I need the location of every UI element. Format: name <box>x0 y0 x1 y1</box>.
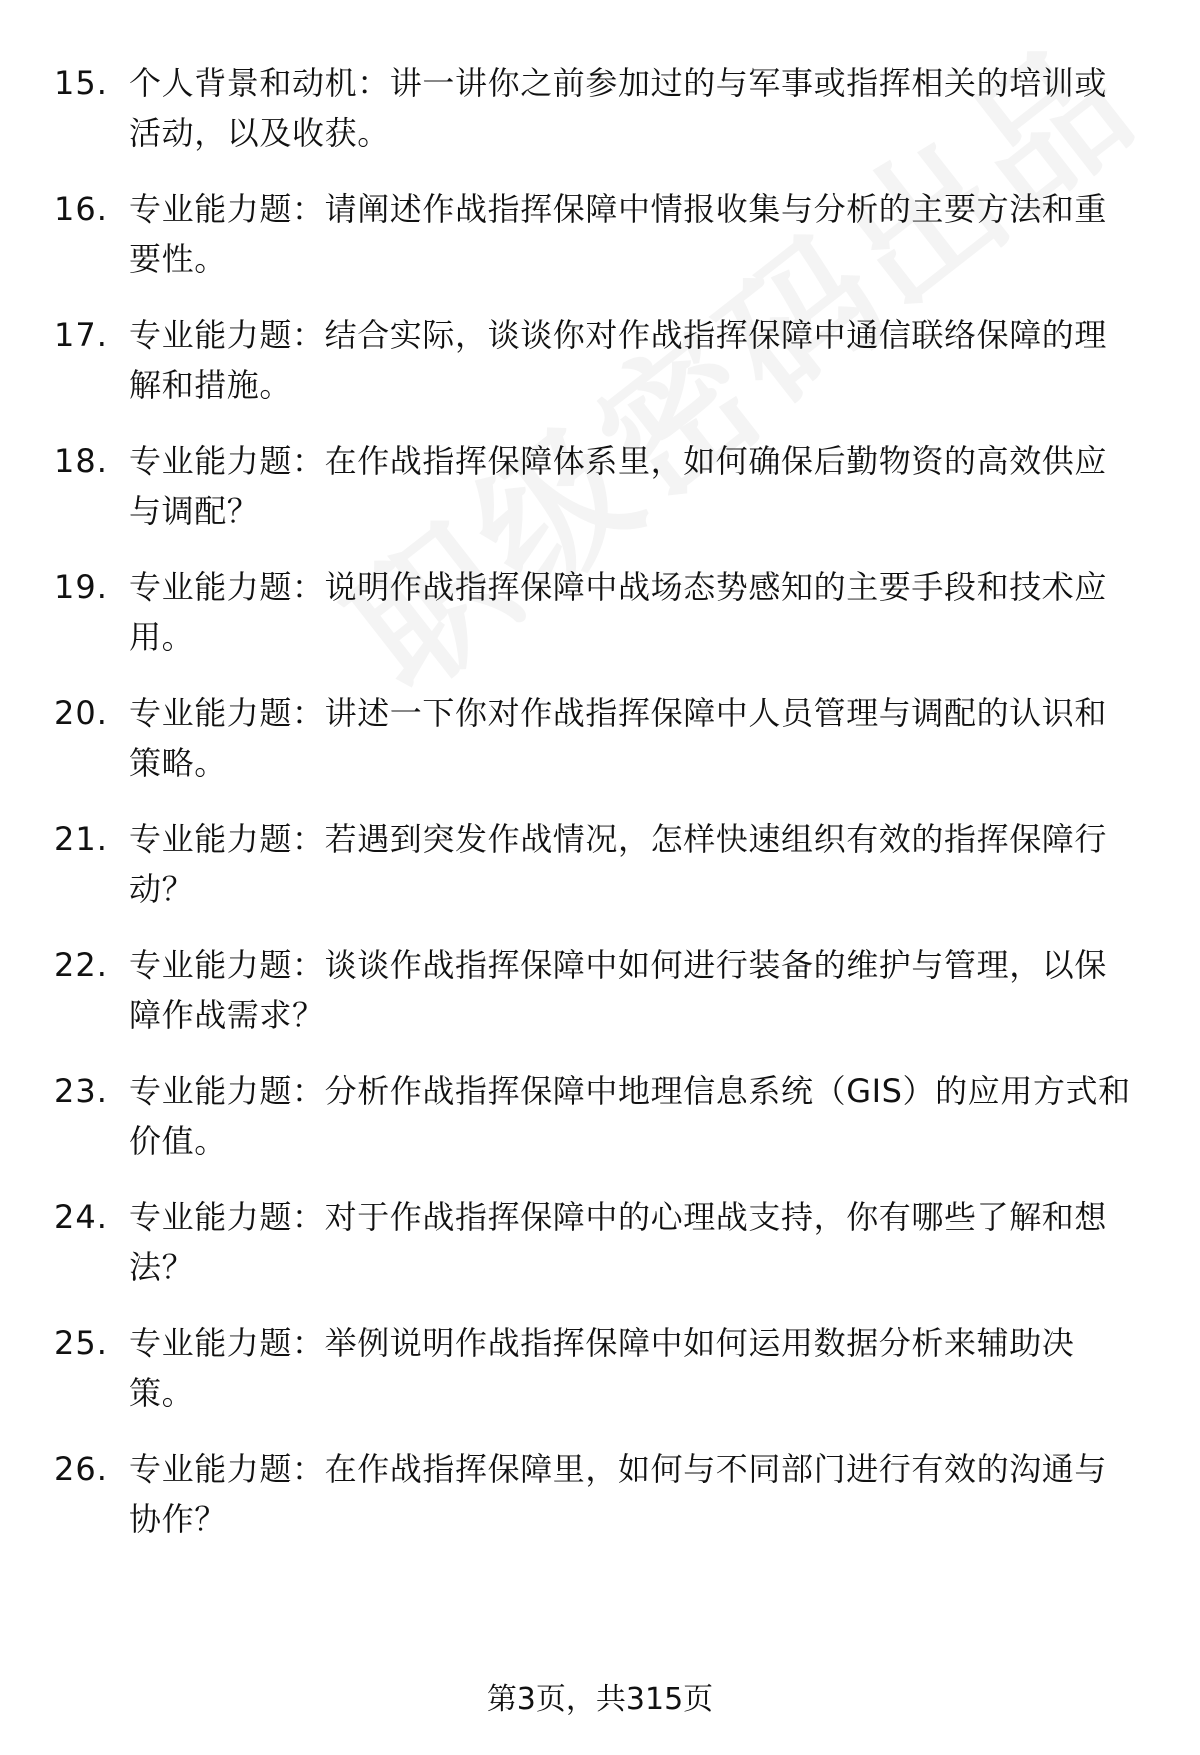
question-text: 专业能力题：说明作战指挥保障中战场态势感知的主要手段和技术应用。 <box>129 568 1108 656</box>
question-text: 专业能力题：谈谈作战指挥保障中如何进行装备的维护与管理，以保障作战需求？ <box>129 946 1108 1034</box>
page-footer <box>0 1680 1200 1720</box>
question-number: 20. <box>54 694 108 732</box>
question-item <box>0 1318 1200 1444</box>
question-number: 16. <box>54 190 108 228</box>
question-item <box>0 58 1200 184</box>
question-item <box>0 1192 1200 1318</box>
question-number: 25. <box>54 1324 108 1362</box>
question-item <box>0 814 1200 940</box>
question-item <box>0 940 1200 1066</box>
question-number: 17. <box>54 316 108 354</box>
question-text: 专业能力题：分析作战指挥保障中地理信息系统（GIS）的应用方式和价值。 <box>129 1072 1131 1160</box>
question-number: 22. <box>54 946 108 984</box>
question-number: 19. <box>54 568 108 606</box>
question-text: 专业能力题：请阐述作战指挥保障中情报收集与分析的主要方法和重要性。 <box>129 190 1108 278</box>
question-list <box>0 58 1200 1570</box>
question-item <box>0 184 1200 310</box>
question-item <box>0 310 1200 436</box>
question-text: 专业能力题：结合实际，谈谈你对作战指挥保障中通信联络保障的理解和措施。 <box>129 316 1108 404</box>
question-text: 专业能力题：对于作战指挥保障中的心理战支持，你有哪些了解和想法？ <box>129 1198 1108 1286</box>
question-number: 23. <box>54 1072 108 1110</box>
page-number-label: 第3页，共315页 <box>486 1682 714 1717</box>
question-item <box>0 562 1200 688</box>
question-item <box>0 688 1200 814</box>
question-item <box>0 1066 1200 1192</box>
question-item <box>0 436 1200 562</box>
question-text: 专业能力题：举例说明作战指挥保障中如何运用数据分析来辅助决策。 <box>129 1324 1075 1412</box>
question-number: 21. <box>54 820 108 858</box>
question-text: 个人背景和动机：讲一讲你之前参加过的与军事或指挥相关的培训或活动，以及收获。 <box>129 64 1108 152</box>
question-text: 专业能力题：在作战指挥保障里，如何与不同部门进行有效的沟通与协作？ <box>129 1450 1108 1538</box>
question-number: 26. <box>54 1450 108 1488</box>
question-item <box>0 1444 1200 1570</box>
question-number: 15. <box>54 64 108 102</box>
question-text: 专业能力题：讲述一下你对作战指挥保障中人员管理与调配的认识和策略。 <box>129 694 1108 782</box>
question-number: 24. <box>54 1198 108 1236</box>
question-text: 专业能力题：在作战指挥保障体系里，如何确保后勤物资的高效供应与调配？ <box>129 442 1108 530</box>
question-number: 18. <box>54 442 108 480</box>
question-text: 专业能力题：若遇到突发作战情况，怎样快速组织有效的指挥保障行动？ <box>129 820 1108 908</box>
